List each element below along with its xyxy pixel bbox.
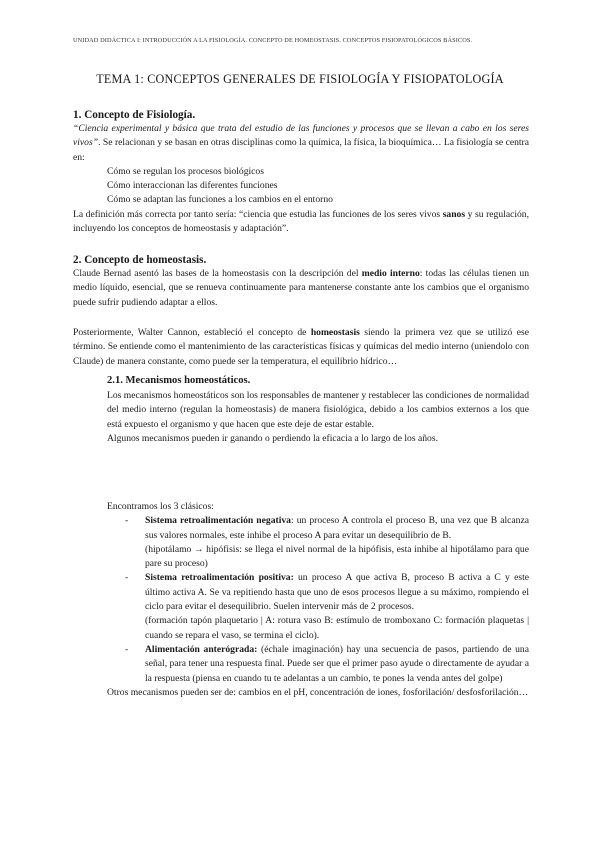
mechanism-description: : un proceso A controla el proceso B, una vez que B alcanza sus valores normales, este inhibe el proceso A para evitar un desequilibrio de B.	[145, 515, 529, 541]
mechanisms-paragraph: Los mecanismos homeostáticos son los responsables de mantener y restablecer las condiciones de normalidad del medio interno (regulan la homeostasis) de manera fisiológica, debido a los cambios externos a los que está expuesto el organismo y que hacen que este deje de estar estable.	[107, 390, 529, 430]
paragraph-text-end: : todas las células tienen un medio líquido, esencial, que se renueva continuamente para mantenerse constante ante los cambios que el organismo puede sufrir pudiendo adaptar a ellos.	[73, 268, 529, 308]
section-2-cont	[73, 326, 529, 369]
definition-text: La definición más correcta por tanto sería: “ciencia que estudia las funciones de los seres vivos	[73, 208, 443, 220]
list-item: Cómo se regulan los procesos biológicos	[107, 165, 264, 177]
section-1-heading: 1. Concepto de Fisiología.	[73, 109, 196, 121]
section-1	[73, 108, 529, 236]
paragraph-text: Claude Bernad asentó las bases de la homeostasis con la descripción del	[73, 268, 362, 279]
physiology-quote-continuation: . Se relacionan y se basan en otras disciplinas como la química, la física, la bioquímica… La fisiología se centra en:	[73, 137, 529, 163]
mechanisms-efficacy: Algunos mecanismos pueden ir ganando o perdiendo la eficacia a lo largo de los años.	[107, 432, 438, 444]
mechanism-name: Sistema retroalimentación positiva:	[145, 572, 294, 584]
medio-interno-term: medio interno	[361, 268, 420, 279]
definition-text-end: y su regulación, incluyendo los conceptos de homeostasis y adaptación”.	[73, 208, 529, 235]
mechanisms-list	[107, 514, 529, 686]
dash-bullet: -	[125, 643, 129, 655]
dash-bullet: -	[125, 572, 129, 584]
mechanism-description: (échale imaginación) hay una secuencia de pasos, partiendo de una señal, para tener una respuesta final. Puede ser que el primer paso ayude o directamente de ayudar a la respuesta (piensa en cuando tu te adelantas a un cambio, te pones la venda antes del golpe)	[145, 643, 529, 684]
mechanism-example: (hipotálamo → hipófisis: se llega el nivel normal de la hipófisis, esta inhibe al hipotálamo para que pare su proceso)	[145, 543, 529, 570]
list-item	[107, 514, 529, 571]
list-item: Cómo se adaptan las funciones a los cambios en el entorno	[107, 194, 333, 206]
section-2-1-heading: 2.1. Mecanismos homeostáticos.	[107, 375, 251, 386]
dash-bullet: -	[125, 515, 129, 527]
definition-bold: sanos	[442, 208, 466, 220]
list-item	[107, 571, 529, 642]
mechanism-name: Sistema retroalimentación negativa	[145, 515, 291, 527]
mechanisms-intro: Encontramos los 3 clásicos:	[107, 501, 214, 512]
running-header: UNIDAD DIDÁCTICA I: INTRODUCCIÓN A LA FISIOLOGÍA. CONCEPTO DE HOMEOSTASIS. CONCEPTOS FISIOPATOLÓGICOS BÁSICOS.	[73, 37, 473, 44]
physiology-quote: “Ciencia experimental y básica que trata del estudio de las funciones y procesos que se llevan a cabo en los seres vivos”	[73, 123, 529, 149]
section-1-paragraph	[73, 122, 529, 165]
mechanism-description: un proceso A que activa B, proceso B activa a C y este último activa A. Se va repitiendo hasta que uno de esos procesos llegue a su máximo, rompiendo el ciclo para evitar el desequilibrio. Suelen intervenir más de 2 procesos.	[145, 572, 529, 613]
list-item: Cómo interaccionan las diferentes funciones	[107, 180, 278, 192]
mechanism-name: Alimentación anterógrada:	[145, 643, 258, 655]
mechanism-example: (formación tapón plaquetario | A: rotura vaso B: estímulo de tromboxano C: formación plaquetas | cuando se repara el vaso, se termina el ciclo).	[145, 615, 529, 641]
other-mechanisms: Otros mecanismos pueden ser de: cambios en el pH, concentración de iones, fosforilación/ desfosforilación…	[107, 686, 529, 698]
section-2	[73, 253, 529, 310]
section-2-1-body	[107, 389, 529, 446]
section-2-heading: 2. Concepto de homeostasis.	[73, 254, 207, 266]
page-title: TEMA 1: CONCEPTOS GENERALES DE FISIOLOGÍA Y FISIOPATOLOGÍA	[96, 72, 504, 86]
section-2-1	[107, 374, 529, 388]
mechanisms-list-section	[107, 500, 529, 700]
list-item	[107, 643, 529, 686]
physiology-focus-list	[73, 165, 529, 208]
homeostasis-paragraph-2	[73, 326, 529, 369]
paragraph-text-end: siendo la primera vez que se utilizó ese término. Se entiende como el mantenimiento de las características físicas y químicas del medio interno (uniendolo con Claude) de manera constante, como puede ser la temperatura, el equilibrio hídrico…	[73, 327, 529, 367]
paragraph-text: Posteriormente, Walter Cannon, estableció el concepto de	[73, 327, 311, 338]
homeostasis-term: homeostasis	[310, 327, 360, 338]
physiology-definition	[73, 208, 529, 237]
homeostasis-paragraph-1	[73, 267, 529, 310]
